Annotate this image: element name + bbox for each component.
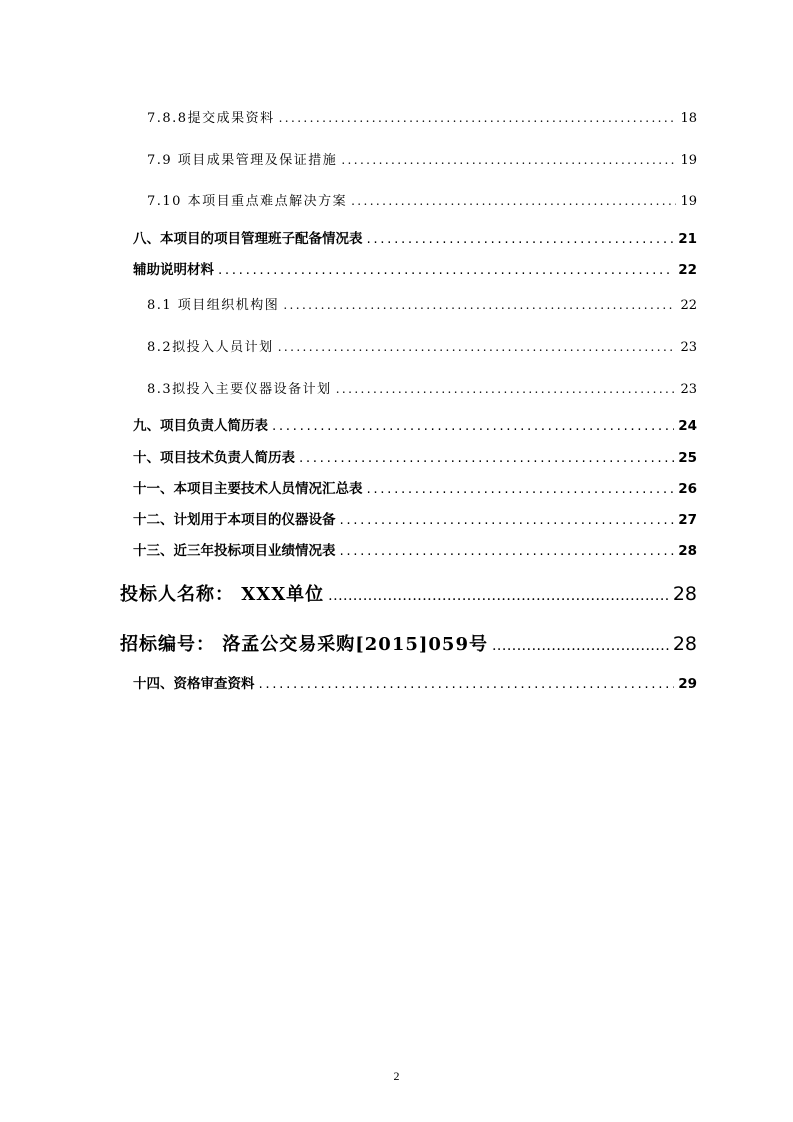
toc-entry-page: 21 (678, 231, 697, 247)
toc-entry-page: 18 (680, 111, 697, 126)
toc-dot-leader (367, 481, 675, 497)
toc-dot-leader (259, 676, 675, 692)
toc-entry-label: 8.3拟投入主要仪器设备计划 (147, 382, 332, 397)
toc-entry-label: 九、项目负责人简历表 (133, 418, 268, 434)
toc-entry-label: 十四、资格审查资料 (133, 676, 255, 692)
toc-entry-label: 7.9 项目成果管理及保证措施 (147, 153, 338, 168)
toc-dot-leader (492, 638, 669, 654)
toc-entry-label: 7.8.8提交成果资料 (147, 111, 275, 126)
toc-entry[interactable] (133, 477, 697, 497)
toc-entry[interactable] (133, 258, 697, 278)
toc-entry-page: 28 (678, 543, 697, 559)
toc-entry-label: 十、项目技术负责人简历表 (133, 450, 295, 466)
toc-entry[interactable] (133, 446, 697, 466)
toc-entry-page: 27 (678, 512, 697, 528)
toc-entry[interactable] (133, 672, 697, 692)
toc-dot-leader (351, 194, 676, 208)
toc-dot-leader (218, 262, 674, 278)
toc-entry-label: 十三、近三年投标项目业绩情况表 (133, 543, 336, 559)
toc-entry-page: 28 (672, 633, 697, 655)
toc-entry-page: 23 (680, 382, 697, 397)
toc-entry-label: 招标编号： 洛孟公交易采购[2015]059号 (120, 634, 488, 655)
toc-entry[interactable] (147, 378, 697, 397)
toc-entry[interactable] (133, 414, 697, 434)
toc-dot-leader (328, 588, 669, 604)
toc-entry[interactable] (120, 630, 697, 656)
toc-dot-leader (279, 111, 677, 125)
toc-dot-leader (341, 153, 676, 167)
toc-entry-page: 25 (678, 450, 697, 466)
toc-entry[interactable] (133, 539, 697, 559)
toc-entry-page: 23 (680, 340, 697, 355)
toc-dot-leader (340, 543, 675, 559)
toc-dot-leader (278, 340, 677, 354)
toc-entry-label: 十二、计划用于本项目的仪器设备 (133, 512, 336, 528)
toc-dot-leader (336, 382, 677, 396)
toc-dot-leader (299, 450, 674, 466)
toc-entry-label: 8.1 项目组织机构图 (147, 298, 280, 313)
toc-dot-leader (367, 231, 675, 247)
toc-entry-page: 19 (680, 194, 697, 209)
toc-entry[interactable] (147, 107, 697, 126)
toc-entry[interactable] (133, 508, 697, 528)
toc-entry-page: 26 (678, 481, 697, 497)
toc-entry[interactable] (147, 149, 697, 168)
toc-dot-leader (272, 418, 674, 434)
toc-dot-leader (283, 298, 676, 312)
page-number: 2 (393, 1069, 400, 1083)
toc-dot-leader (340, 512, 675, 528)
toc-entry-page: 29 (678, 676, 697, 692)
toc-entry-page: 22 (678, 262, 697, 278)
toc-entry-label: 十一、本项目主要技术人员情况汇总表 (133, 481, 363, 497)
toc-entry[interactable] (133, 227, 697, 247)
toc-entry-page: 22 (680, 298, 697, 313)
toc-entry[interactable] (120, 580, 697, 606)
toc-entry-label: 8.2拟投入人员计划 (147, 340, 274, 355)
toc-entry-label: 7.10 本项目重点难点解决方案 (147, 194, 348, 209)
toc-entry[interactable] (147, 294, 697, 313)
toc-entry-label: 八、本项目的项目管理班子配备情况表 (133, 231, 363, 247)
toc-entry-page: 28 (672, 583, 697, 605)
toc-entry[interactable] (147, 190, 697, 209)
toc-entry-label: 投标人名称： XXX单位 (120, 584, 325, 605)
toc-entry-page: 19 (680, 153, 697, 168)
toc-entry[interactable] (147, 336, 697, 355)
toc-entry-page: 24 (678, 418, 697, 434)
toc-entry-label: 辅助说明材料 (133, 262, 214, 278)
